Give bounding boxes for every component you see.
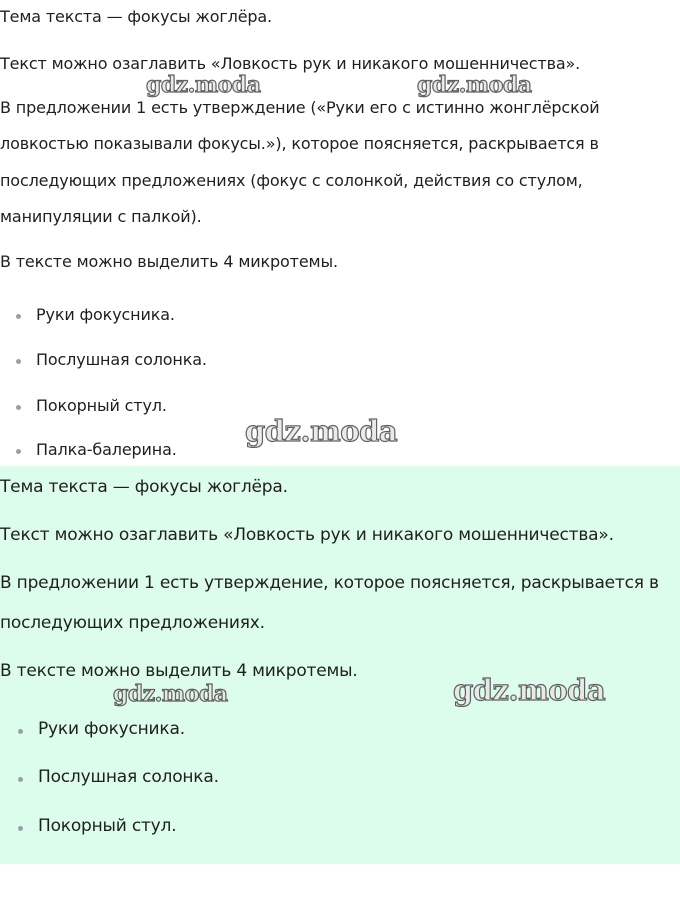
list-item-text: Послушная солонка. <box>36 350 207 369</box>
watermark-logo: gdz.moda <box>417 72 532 98</box>
paragraph-line: ловкостью показывали фокусы.»), которое поясняется, раскрывается в <box>0 134 599 153</box>
watermark-logo: gdz.moda <box>113 681 228 707</box>
watermark-logo: gdz.moda <box>453 673 606 707</box>
paragraph-line: манипуляции с палкой). <box>0 207 202 226</box>
title-line: Текст можно озаглавить «Ловкость рук и никакого мошенничества». <box>0 525 614 545</box>
bullet-icon <box>16 359 21 364</box>
title-line: Текст можно озаглавить «Ловкость рук и никакого мошенничества». <box>0 54 581 73</box>
theme-line: Тема текста — фокусы жоглёра. <box>0 7 272 26</box>
paragraph-line: последующих предложениях. <box>0 613 265 633</box>
paragraph-line: последующих предложениях (фокус с солонкой, действия со стулом, <box>0 171 583 190</box>
microthemes-intro: В тексте можно выделить 4 микротемы. <box>0 252 338 271</box>
list-item-text: Руки фокусника. <box>36 305 175 324</box>
watermark-logo: gdz.moda <box>146 72 261 98</box>
bullet-icon <box>18 729 23 734</box>
answer-section-2 <box>0 466 680 864</box>
theme-line: Тема текста — фокусы жоглёра. <box>0 477 288 497</box>
list-item-text: Покорный стул. <box>38 816 177 836</box>
bullet-icon <box>16 405 21 410</box>
list-item-text: Послушная солонка. <box>38 767 219 787</box>
microthemes-intro: В тексте можно выделить 4 микротемы. <box>0 661 358 681</box>
bullet-icon <box>16 314 21 319</box>
paragraph-line: В предложении 1 есть утверждение («Руки его с истинно жонглёрской <box>0 98 600 117</box>
list-item-text: Руки фокусника. <box>38 719 185 739</box>
list-item-text: Палка-балерина. <box>36 440 177 459</box>
bullet-icon <box>16 449 21 454</box>
bullet-icon <box>18 777 23 782</box>
watermark-logo: gdz.moda <box>245 414 398 448</box>
bullet-icon <box>18 826 23 831</box>
paragraph-line: В предложении 1 есть утверждение, которое поясняется, раскрывается в <box>0 573 659 593</box>
list-item-text: Покорный стул. <box>36 396 167 415</box>
